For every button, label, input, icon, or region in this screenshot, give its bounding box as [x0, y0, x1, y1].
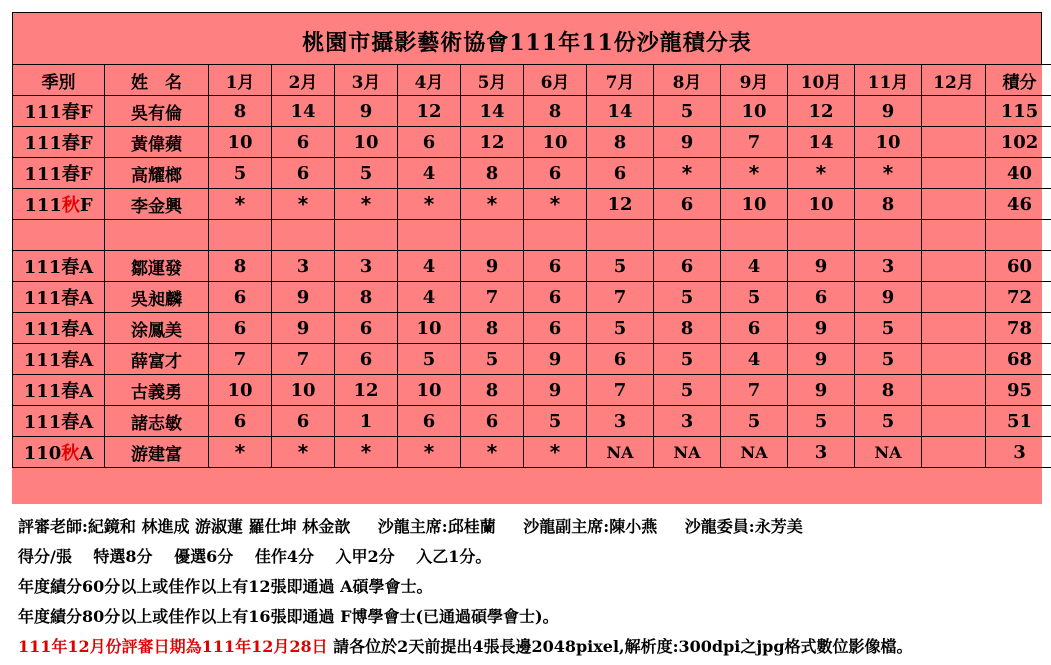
season-cell: 111春A [13, 313, 105, 344]
blank-row [13, 220, 1051, 251]
total-score-cell: 68 [986, 344, 1051, 375]
month-score-cell: 12 [398, 96, 461, 127]
empty-cell [105, 220, 209, 251]
table-row [13, 406, 1051, 437]
total-score-cell: 40 [986, 158, 1051, 189]
month-score-cell: 6 [587, 344, 654, 375]
month-score-cell: 9 [272, 313, 335, 344]
month-score-cell: 4 [398, 251, 461, 282]
total-score-cell: 46 [986, 189, 1051, 220]
month-score-cell [922, 189, 986, 220]
header-cell: 7月 [587, 65, 654, 96]
month-score-cell [922, 251, 986, 282]
total-score-cell: 51 [986, 406, 1051, 437]
month-score-cell: NA [587, 437, 654, 468]
scoring-line: 得分/張 特選8分 優選6分 佳作4分 入甲2分 入乙1分。 [18, 547, 492, 566]
notes-section [18, 512, 1048, 662]
empty-cell [587, 220, 654, 251]
season-cell: 111秋F [13, 189, 105, 220]
month-score-cell: 5 [398, 344, 461, 375]
month-score-cell: 3 [654, 406, 721, 437]
month-score-cell: 14 [587, 96, 654, 127]
month-score-cell: * [524, 189, 587, 220]
month-score-cell: 6 [721, 313, 788, 344]
season-cell: 111春A [13, 375, 105, 406]
season-cell: 111春A [13, 344, 105, 375]
table-row [13, 344, 1051, 375]
month-score-cell: 12 [335, 375, 398, 406]
month-score-cell: 9 [272, 282, 335, 313]
month-score-cell: 3 [587, 406, 654, 437]
month-score-cell: 5 [721, 282, 788, 313]
member-name-cell: 鄒運發 [105, 251, 209, 282]
table-row [13, 96, 1051, 127]
month-score-cell: 7 [587, 375, 654, 406]
month-score-cell: 4 [398, 158, 461, 189]
empty-cell [855, 220, 922, 251]
month-score-cell: 7 [587, 282, 654, 313]
month-score-cell: 12 [788, 96, 855, 127]
month-score-cell: 7 [272, 344, 335, 375]
table-row [13, 437, 1051, 468]
header-row [13, 65, 1051, 96]
header-cell: 11月 [855, 65, 922, 96]
month-score-cell: 5 [209, 158, 272, 189]
month-score-cell: 10 [398, 375, 461, 406]
header-cell: 季別 [13, 65, 105, 96]
empty-cell [13, 220, 105, 251]
member-name-cell: 薛富才 [105, 344, 209, 375]
month-score-cell: 9 [855, 282, 922, 313]
month-score-cell: 6 [788, 282, 855, 313]
chair-text: 沙龍主席:邱桂蘭 [377, 517, 496, 536]
month-score-cell: 3 [855, 251, 922, 282]
month-score-cell: 6 [587, 158, 654, 189]
header-cell: 12月 [922, 65, 986, 96]
month-score-cell: 10 [335, 127, 398, 158]
month-score-cell: 10 [398, 313, 461, 344]
month-score-cell: 8 [335, 282, 398, 313]
header-cell: 姓 名 [105, 65, 209, 96]
month-score-cell: 8 [209, 251, 272, 282]
month-score-cell: 12 [587, 189, 654, 220]
month-score-cell: 6 [654, 189, 721, 220]
month-score-cell: 10 [209, 127, 272, 158]
month-score-cell: 6 [335, 313, 398, 344]
total-score-cell: 60 [986, 251, 1051, 282]
month-score-cell: 14 [788, 127, 855, 158]
season-cell: 111春A [13, 251, 105, 282]
month-score-cell: 10 [721, 96, 788, 127]
month-score-cell [922, 158, 986, 189]
score-sheet [12, 12, 1042, 504]
month-score-cell: 5 [855, 406, 922, 437]
month-score-cell [922, 127, 986, 158]
month-score-cell: 6 [654, 251, 721, 282]
month-score-cell: 6 [398, 406, 461, 437]
month-score-cell: 5 [524, 406, 587, 437]
month-score-cell: 5 [654, 96, 721, 127]
month-score-cell: 8 [209, 96, 272, 127]
season-cell: 111春F [13, 127, 105, 158]
season-cell: 111春A [13, 282, 105, 313]
empty-cell [721, 220, 788, 251]
month-score-cell: * [721, 158, 788, 189]
month-score-cell: * [524, 437, 587, 468]
month-score-cell [922, 344, 986, 375]
month-score-cell: 6 [272, 158, 335, 189]
month-score-cell: 8 [461, 158, 524, 189]
month-score-cell: 10 [524, 127, 587, 158]
season-cell: 110秋A [13, 437, 105, 468]
month-score-cell: 10 [855, 127, 922, 158]
month-score-cell: 6 [335, 344, 398, 375]
month-score-cell: * [398, 437, 461, 468]
table-row [13, 282, 1051, 313]
month-score-cell: 14 [272, 96, 335, 127]
empty-cell [524, 220, 587, 251]
month-score-cell: * [788, 158, 855, 189]
member-name-cell: 吳昶麟 [105, 282, 209, 313]
empty-cell [272, 220, 335, 251]
month-score-cell: 9 [524, 375, 587, 406]
season-cell: 111春F [13, 96, 105, 127]
total-score-cell: 78 [986, 313, 1051, 344]
month-score-cell: 6 [209, 313, 272, 344]
table-row [13, 127, 1051, 158]
month-score-cell: 10 [272, 375, 335, 406]
month-score-cell: * [335, 189, 398, 220]
month-score-cell: 9 [654, 127, 721, 158]
month-score-cell: NA [721, 437, 788, 468]
month-score-cell: 12 [461, 127, 524, 158]
month-score-cell: 6 [524, 158, 587, 189]
month-score-cell: * [335, 437, 398, 468]
member-name-cell: 涂鳳美 [105, 313, 209, 344]
month-score-cell: * [209, 437, 272, 468]
month-score-cell: 4 [398, 282, 461, 313]
header-cell: 4月 [398, 65, 461, 96]
month-score-cell: 8 [461, 375, 524, 406]
month-score-cell: 6 [209, 282, 272, 313]
empty-cell [209, 220, 272, 251]
month-score-cell: NA [855, 437, 922, 468]
month-score-cell: 10 [209, 375, 272, 406]
month-score-cell: 8 [654, 313, 721, 344]
total-score-cell: 95 [986, 375, 1051, 406]
month-score-cell: 8 [855, 189, 922, 220]
month-score-cell: 9 [461, 251, 524, 282]
month-score-cell: 6 [209, 406, 272, 437]
total-score-cell: 115 [986, 96, 1051, 127]
empty-cell [398, 220, 461, 251]
month-score-cell: 5 [461, 344, 524, 375]
rule-a-line: 年度績分60分以上或佳作以上有12張即通過 A碩學會士。 [18, 577, 433, 596]
judges-text: 評審老師:紀鏡和 林進成 游淑蓮 羅仕坤 林金歆 [18, 517, 351, 536]
header-cell: 3月 [335, 65, 398, 96]
table-row [13, 313, 1051, 344]
month-score-cell: 8 [855, 375, 922, 406]
month-score-cell: 7 [209, 344, 272, 375]
month-score-cell: * [654, 158, 721, 189]
month-score-cell: 5 [654, 282, 721, 313]
judges-line [18, 512, 1048, 542]
total-score-cell: 3 [986, 437, 1051, 468]
month-score-cell: * [855, 158, 922, 189]
table-row [13, 158, 1051, 189]
member-name-cell: 古義勇 [105, 375, 209, 406]
month-score-cell: 10 [788, 189, 855, 220]
month-score-cell: 5 [855, 313, 922, 344]
table-body [13, 96, 1051, 468]
member-name-cell: 李金興 [105, 189, 209, 220]
month-score-cell: 6 [398, 127, 461, 158]
member-name-cell: 高耀榔 [105, 158, 209, 189]
month-score-cell [922, 313, 986, 344]
header-cell: 8月 [654, 65, 721, 96]
season-cell: 111春F [13, 158, 105, 189]
month-score-cell: 5 [587, 313, 654, 344]
month-score-cell: 5 [587, 251, 654, 282]
month-score-cell: 3 [335, 251, 398, 282]
month-score-cell [922, 437, 986, 468]
month-score-cell: * [461, 437, 524, 468]
month-score-cell: 9 [855, 96, 922, 127]
header-cell: 10月 [788, 65, 855, 96]
month-score-cell: * [461, 189, 524, 220]
month-score-cell: 7 [721, 375, 788, 406]
month-score-cell: * [272, 189, 335, 220]
month-score-cell: 7 [461, 282, 524, 313]
deadline-date: 111年12月份評審日期為111年12月28日 [18, 637, 328, 656]
sheet-title: 桃園市攝影藝術協會111年11份沙龍積分表 [12, 12, 1042, 64]
month-score-cell: 9 [335, 96, 398, 127]
header-cell: 1月 [209, 65, 272, 96]
empty-cell [788, 220, 855, 251]
member-text: 沙龍委員:永芳美 [684, 517, 803, 536]
month-score-cell [922, 375, 986, 406]
member-name-cell: 吳有倫 [105, 96, 209, 127]
month-score-cell: 5 [721, 406, 788, 437]
month-score-cell: 6 [461, 406, 524, 437]
season-cell: 111春A [13, 406, 105, 437]
table-row [13, 375, 1051, 406]
month-score-cell: 6 [524, 251, 587, 282]
month-score-cell [922, 96, 986, 127]
month-score-cell: 14 [461, 96, 524, 127]
month-score-cell: * [272, 437, 335, 468]
header-cell: 6月 [524, 65, 587, 96]
month-score-cell: 5 [335, 158, 398, 189]
rule-f-line: 年度績分80分以上或佳作以上有16張即通過 F博學會士(已通過碩學會士)。 [18, 607, 559, 626]
vice-chair-text: 沙龍副主席:陳小燕 [523, 517, 658, 536]
empty-cell [461, 220, 524, 251]
score-table [12, 64, 1051, 468]
table-row [13, 189, 1051, 220]
month-score-cell: 4 [721, 251, 788, 282]
month-score-cell: 5 [654, 375, 721, 406]
month-score-cell: * [209, 189, 272, 220]
month-score-cell: 9 [788, 375, 855, 406]
header-cell: 2月 [272, 65, 335, 96]
empty-cell [654, 220, 721, 251]
month-score-cell: NA [654, 437, 721, 468]
header-cell: 9月 [721, 65, 788, 96]
month-score-cell: 6 [272, 127, 335, 158]
deadline-instructions: 請各位於2天前提出4張長邊2048pixel,解析度:300dpi之jpg格式數位影像檔。 [327, 637, 913, 656]
month-score-cell: 5 [654, 344, 721, 375]
table-row [13, 251, 1051, 282]
month-score-cell: 6 [524, 313, 587, 344]
month-score-cell: 6 [524, 282, 587, 313]
total-score-cell: 72 [986, 282, 1051, 313]
month-score-cell: 3 [272, 251, 335, 282]
month-score-cell: 9 [524, 344, 587, 375]
month-score-cell: 5 [855, 344, 922, 375]
month-score-cell: 9 [788, 251, 855, 282]
month-score-cell: 8 [524, 96, 587, 127]
member-name-cell: 諸志敏 [105, 406, 209, 437]
month-score-cell [922, 406, 986, 437]
empty-cell [335, 220, 398, 251]
month-score-cell: 8 [587, 127, 654, 158]
month-score-cell: 10 [721, 189, 788, 220]
month-score-cell: * [398, 189, 461, 220]
month-score-cell: 3 [788, 437, 855, 468]
month-score-cell: 6 [272, 406, 335, 437]
empty-cell [922, 220, 986, 251]
month-score-cell: 4 [721, 344, 788, 375]
month-score-cell: 9 [788, 313, 855, 344]
month-score-cell: 7 [721, 127, 788, 158]
month-score-cell: 1 [335, 406, 398, 437]
total-score-cell: 102 [986, 127, 1051, 158]
month-score-cell [922, 282, 986, 313]
month-score-cell: 5 [788, 406, 855, 437]
month-score-cell: 9 [788, 344, 855, 375]
member-name-cell: 游建富 [105, 437, 209, 468]
deadline-line [18, 632, 1048, 662]
empty-cell [986, 220, 1051, 251]
member-name-cell: 黃偉蘋 [105, 127, 209, 158]
month-score-cell: 8 [461, 313, 524, 344]
header-cell: 5月 [461, 65, 524, 96]
header-cell: 積分 [986, 65, 1051, 96]
